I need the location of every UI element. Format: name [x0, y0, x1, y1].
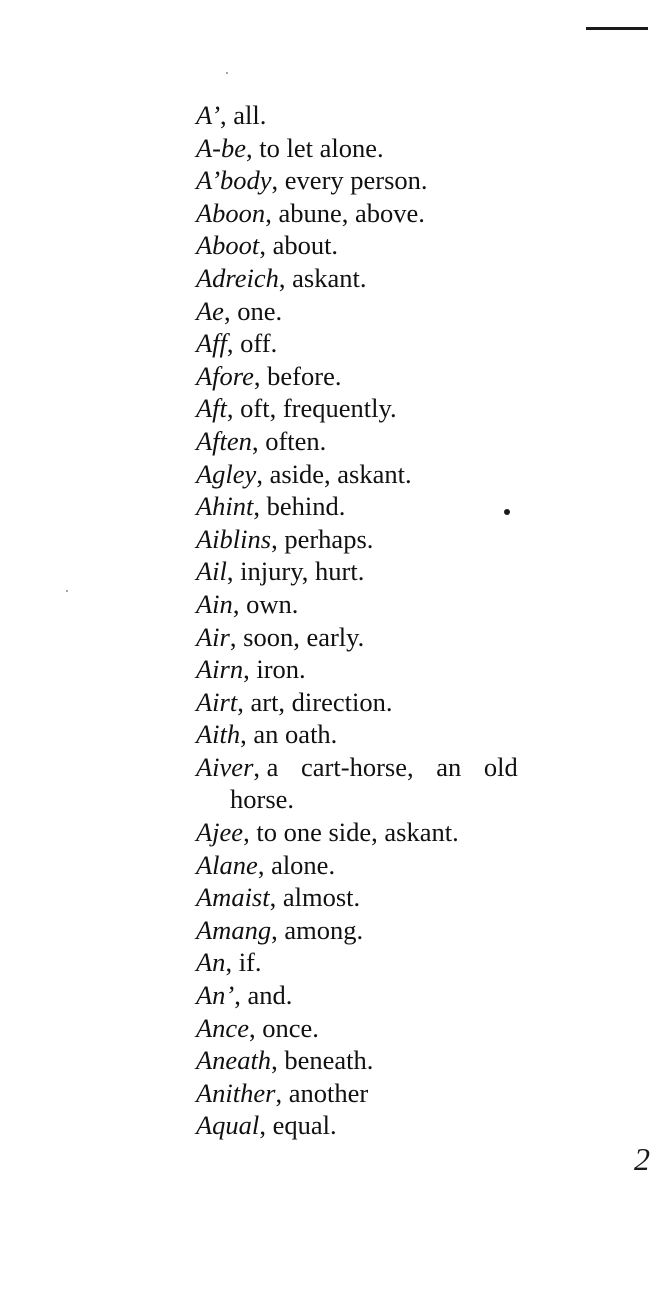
glossary-entry: Aft, oft, frequently.: [196, 393, 397, 424]
glossary-entry: Aboon, abune, above.: [196, 197, 425, 228]
glossary-entry: Aboot, about.: [196, 230, 339, 261]
definition: all.: [233, 100, 267, 130]
glossary-entry: Air, soon, early.: [196, 621, 365, 652]
page-number: 2: [634, 1141, 650, 1177]
definition: perhaps.: [284, 523, 374, 554]
definition: if.: [238, 947, 262, 978]
definition: own.: [246, 588, 299, 619]
definition: one.: [237, 295, 283, 326]
glossary-entry: Aiver, a cart-horse, an old horse.: [196, 751, 636, 816]
glossary-entry: Aqual, equal.: [196, 1110, 337, 1141]
definition: before.: [267, 360, 342, 391]
headword: Amang: [196, 914, 272, 945]
headword: Aboon: [196, 197, 266, 228]
headword: Airn: [196, 654, 244, 685]
definition: iron.: [256, 654, 306, 685]
definition: every person.: [284, 165, 428, 196]
glossary-entry: Aiblins, perhaps.: [196, 523, 374, 554]
glossary-entry: A’body, every person.: [196, 165, 428, 196]
headword: Ae: [196, 295, 224, 326]
glossary-entry: Amang, among.: [196, 914, 364, 945]
glossary-entry: Adreich, askant.: [196, 262, 367, 293]
glossary-entry: Aneath, beneath.: [196, 1045, 374, 1076]
headword: Agley: [196, 458, 257, 489]
headword: Air: [196, 621, 230, 652]
definition: to one side, askant.: [256, 817, 459, 848]
definition: about.: [272, 230, 339, 261]
headword: Amaist: [196, 882, 270, 913]
headword: Aqual: [196, 1110, 260, 1141]
headword: A’: [196, 100, 221, 130]
headword: A’body: [196, 165, 272, 196]
glossary-entry: Aften, often.: [196, 425, 327, 456]
glossary-entry: Aff, off.: [196, 328, 278, 359]
definition: among.: [284, 914, 364, 945]
definition: soon, early.: [243, 621, 365, 652]
glossary-entry: Ail, injury, hurt.: [196, 556, 365, 587]
glossary-entry: Anither, another: [196, 1077, 369, 1108]
definition: equal.: [272, 1110, 337, 1141]
glossary-entry: Aith, an oath.: [196, 719, 338, 750]
headword: Aft: [196, 393, 227, 424]
glossary-list: [196, 99, 636, 1142]
paper-speck: [226, 72, 228, 74]
definition-continuation: horse.: [230, 784, 295, 815]
headword: Airt: [196, 686, 238, 717]
glossary-entry: Ajee, to one side, askant.: [196, 817, 459, 848]
headword: Aften: [196, 425, 252, 456]
bullet-mark: [504, 509, 510, 515]
headword: A-be: [196, 132, 247, 163]
definition: another: [288, 1077, 369, 1108]
glossary-entry: Airn, iron.: [196, 654, 306, 685]
glossary-entry: An, if.: [196, 947, 262, 978]
headword: Aiblins: [196, 523, 272, 554]
definition: almost.: [282, 882, 361, 913]
definition: abune, above.: [278, 197, 425, 228]
definition: behind.: [266, 491, 346, 522]
glossary-entry: Ahint, behind.: [196, 491, 346, 522]
definition: alone.: [271, 849, 336, 880]
headword: Ance: [196, 1012, 249, 1043]
headword: Aneath: [196, 1045, 272, 1076]
glossary-entry: Airt, art, direction.: [196, 686, 393, 717]
glossary-entry: A-be, to let alone.: [196, 132, 384, 163]
headword: Ajee: [196, 817, 244, 848]
definition: beneath.: [284, 1045, 374, 1076]
definition: oft, frequently.: [240, 393, 397, 424]
glossary-entry: Agley, aside, askant.: [196, 458, 412, 489]
glossary-entry: Ae, one.: [196, 295, 283, 326]
definition: to let alone.: [259, 132, 384, 163]
headword: Adreich: [196, 262, 279, 293]
headword: Anither: [196, 1077, 276, 1108]
definition: a cart-horse, an old: [266, 751, 518, 782]
headword: Ain: [196, 588, 233, 619]
definition: injury, hurt.: [240, 556, 365, 587]
headword: An’: [196, 980, 235, 1011]
headword: Afore: [196, 360, 254, 391]
headword: Aith: [196, 719, 241, 750]
glossary-entry: Alane, alone.: [196, 849, 336, 880]
headword: Ail: [196, 556, 227, 587]
definition: askant.: [292, 262, 367, 293]
paper-speck: [66, 590, 68, 592]
definition: often.: [265, 425, 327, 456]
glossary-entry: A’, all.: [196, 100, 267, 130]
glossary-entry: Afore, before.: [196, 360, 342, 391]
definition: and.: [247, 980, 293, 1011]
headword: Alane: [196, 849, 258, 880]
definition: once.: [262, 1012, 319, 1043]
headword: Aff: [196, 328, 227, 359]
headword: Ahint: [196, 491, 254, 522]
glossary-entry: Ance, once.: [196, 1012, 319, 1043]
definition: an oath.: [253, 719, 338, 750]
glossary-entry: An’, and.: [196, 980, 293, 1011]
headword: An: [196, 947, 226, 978]
headword: Aiver: [196, 751, 254, 782]
glossary-entry: Amaist, almost.: [196, 882, 361, 913]
glossary-entry: Ain, own.: [196, 588, 299, 619]
definition: art, direction.: [250, 686, 393, 717]
definition: off.: [240, 328, 278, 359]
headword: Aboot: [196, 230, 260, 261]
header-rule: [586, 27, 648, 30]
definition: aside, askant.: [269, 458, 412, 489]
